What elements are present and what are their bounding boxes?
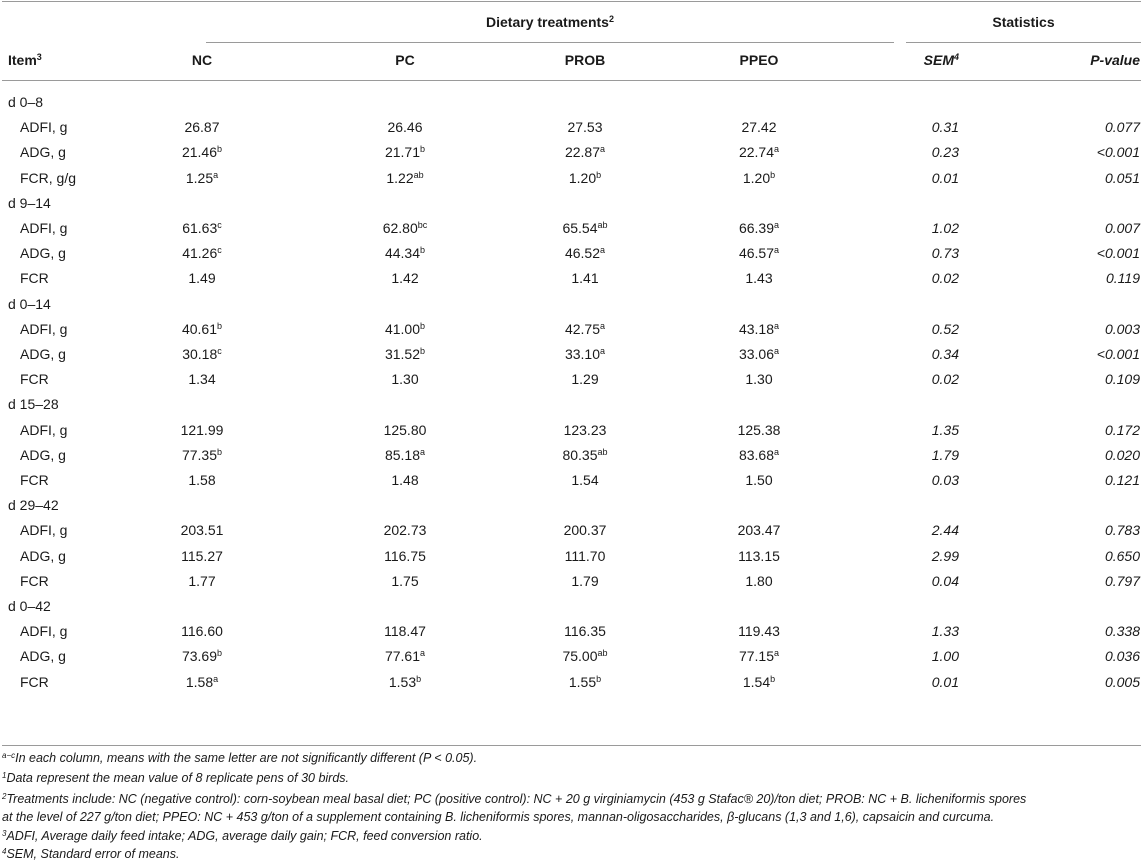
sem-value: 0.03: [931, 472, 959, 488]
cell-value: 83.68: [738, 446, 775, 463]
cell-value: 22.87: [564, 144, 601, 161]
cell-value: 1.25: [185, 169, 214, 186]
cell-value: 22.74: [738, 144, 775, 161]
significance-letter: a: [420, 446, 426, 457]
table-cell: [360, 422, 450, 438]
cell-value: 125.38: [737, 421, 781, 438]
table-cell: [360, 144, 450, 160]
table-cell: [714, 371, 804, 387]
significance-letter: b: [217, 320, 223, 331]
row-label: ADFI, g: [20, 320, 68, 337]
cell-value: 1.41: [571, 270, 599, 287]
cell-value: 1.55: [568, 673, 597, 690]
table-cell: [540, 422, 630, 438]
p-value: 0.121: [1104, 472, 1140, 488]
sem-value: 1.00: [931, 648, 959, 665]
table-cell: [714, 648, 804, 664]
row-label: ADG, g: [20, 446, 66, 463]
table-cell: [360, 472, 450, 488]
table-cell: [540, 648, 630, 664]
table-cell: [157, 245, 247, 261]
table-cell: [157, 170, 247, 186]
row-label: ADFI, g: [20, 119, 68, 136]
cell-value: 30.18: [182, 346, 218, 362]
cell-value: 1.54: [571, 472, 599, 488]
significance-letter: b: [420, 144, 426, 155]
treatments-group-rule: [206, 42, 894, 43]
cell-value: 119.43: [738, 623, 780, 640]
significance-letter: a: [420, 648, 426, 659]
significance-letter: b: [770, 169, 776, 180]
cell-value: 1.30: [391, 371, 419, 388]
cell-value: 80.35: [562, 446, 598, 463]
p-value: 0.783: [1104, 522, 1140, 539]
section-title: d 15–28: [8, 396, 59, 413]
cell-value: 43.18: [738, 320, 775, 337]
significance-letter: b: [420, 320, 426, 331]
cell-value: 111.70: [564, 547, 606, 564]
table-cell: [157, 422, 247, 438]
footnote: [2, 750, 477, 766]
table-cell: [360, 321, 450, 337]
header-bottom-rule: [2, 80, 1141, 81]
table-cell: [540, 321, 630, 337]
sem-value: 0.23: [931, 144, 959, 161]
table-cell: [360, 522, 450, 538]
table-cell: [157, 573, 247, 589]
row-label: ADFI, g: [20, 220, 68, 236]
table-cell: [714, 321, 804, 337]
table-cell: [714, 245, 804, 261]
table-cell: [540, 522, 630, 538]
table-cell: [157, 321, 247, 337]
cell-value: 1.20: [568, 169, 597, 186]
table-cell: [714, 522, 804, 538]
table-cell: [360, 220, 450, 236]
table-cell: [714, 472, 804, 488]
cell-value: 1.49: [188, 270, 216, 287]
cell-value: 27.42: [741, 119, 777, 136]
cell-value: 115.27: [181, 547, 223, 564]
footnote: [2, 809, 994, 825]
table-cell: [157, 623, 247, 639]
significance-letter: a: [774, 144, 780, 155]
row-label: ADG, g: [20, 648, 66, 665]
column-header-sem: SEM$^4$: [923, 52, 959, 68]
item-column-header: Item$^3$: [8, 52, 42, 68]
cell-value: 31.52: [384, 346, 421, 362]
footnote: [2, 846, 179, 862]
significance-letter: a: [213, 169, 219, 180]
table-cell: [157, 144, 247, 160]
cell-value: 125.80: [383, 421, 427, 438]
table-cell: [157, 548, 247, 564]
significance-letter: b: [416, 673, 422, 684]
cell-value: 1.58: [185, 673, 214, 690]
significance-letter: ab: [597, 446, 608, 457]
cell-value: 77.35: [181, 446, 218, 463]
section-title: d 0–8: [8, 94, 44, 110]
table-cell: [540, 573, 630, 589]
row-label: ADG, g: [20, 144, 66, 161]
cell-value: 77.61: [384, 648, 421, 665]
table-cell: [540, 346, 630, 362]
column-header-ppeo: PPEO: [739, 52, 779, 68]
sem-value: 1.79: [931, 446, 959, 463]
sem-value: 0.52: [931, 320, 959, 337]
cell-value: 40.61: [181, 320, 218, 337]
p-value: 0.020: [1104, 446, 1140, 463]
table-cell: [157, 447, 247, 463]
cell-value: 75.00: [562, 648, 598, 665]
significance-letter: a: [600, 346, 606, 356]
cell-value: 41.26: [182, 245, 218, 262]
table-cell: [714, 422, 804, 438]
row-label: ADG, g: [20, 245, 66, 262]
p-value: 0.172: [1104, 421, 1140, 438]
table-cell: [157, 119, 247, 135]
footnote-marker: 2: [2, 792, 7, 801]
table-cell: [360, 270, 450, 286]
cell-value: 116.60: [181, 623, 223, 640]
cell-value: 1.50: [745, 472, 773, 488]
table-cell: [714, 447, 804, 463]
cell-value: 1.22: [386, 169, 414, 186]
p-value: <0.001: [1096, 245, 1140, 262]
table-cell: [360, 447, 450, 463]
row-label: FCR: [20, 472, 49, 488]
significance-letter: b: [217, 446, 223, 457]
cell-value: 116.75: [384, 547, 426, 564]
cell-value: 116.35: [564, 623, 606, 640]
cell-value: 33.06: [738, 346, 775, 362]
table-cell: [157, 648, 247, 664]
table-cell: [360, 170, 450, 186]
significance-letter: b: [420, 346, 426, 356]
cell-value: 1.20: [742, 169, 771, 186]
cell-value: 121.99: [180, 421, 224, 438]
row-label: ADFI, g: [20, 421, 68, 438]
significance-letter: ab: [413, 169, 424, 180]
row-label: ADG, g: [20, 346, 66, 362]
table-cell: [540, 220, 630, 236]
section-title: d 9–14: [8, 194, 51, 211]
significance-letter: b: [770, 673, 776, 684]
table-cell: [360, 245, 450, 261]
significance-letter: ab: [597, 220, 608, 230]
cell-value: 27.53: [567, 119, 603, 136]
p-value: 0.077: [1104, 119, 1140, 136]
column-header-pvalue: P-value: [1090, 52, 1140, 68]
cell-value: 203.51: [180, 522, 224, 539]
footnote-text: at the level of 227 g/ton diet; PPEO: NC + 453 g/ton of a supplement containing B. licheniformis spores, mannan-oligosaccharides, β-glucans (1,3 and 1,6), capsaicin and curcuma.: [2, 810, 995, 824]
significance-letter: c: [217, 245, 222, 256]
significance-letter: b: [217, 144, 223, 155]
cell-value: 123.23: [563, 421, 607, 438]
column-header-prob: PROB: [564, 52, 606, 68]
significance-letter: b: [596, 673, 602, 684]
row-label: FCR: [20, 673, 49, 690]
table-top-rule: [2, 1, 1141, 2]
cell-value: 65.54: [562, 220, 598, 236]
cell-value: 26.46: [387, 119, 423, 136]
table-cell: [360, 548, 450, 564]
significance-letter: b: [217, 648, 223, 659]
table-bottom-rule: [2, 745, 1141, 746]
table-cell: [360, 371, 450, 387]
significance-letter: c: [217, 220, 222, 230]
column-header-pc: PC: [395, 52, 415, 68]
p-value: <0.001: [1096, 346, 1140, 362]
significance-letter: a: [774, 648, 780, 659]
row-label: FCR: [20, 572, 49, 589]
table-cell: [157, 674, 247, 690]
sem-value: 0.02: [931, 371, 959, 388]
sem-value: 0.04: [931, 572, 959, 589]
table-cell: [714, 548, 804, 564]
table-cell: [360, 648, 450, 664]
table-cell: [714, 144, 804, 160]
cell-value: 77.15: [738, 648, 775, 665]
sem-value: 0.73: [931, 245, 959, 262]
significance-letter: a: [774, 320, 780, 331]
footnote-marker: 4: [2, 847, 7, 856]
p-value: 0.007: [1104, 220, 1140, 236]
p-value: 0.119: [1106, 270, 1140, 287]
table-cell: [540, 371, 630, 387]
cell-value: 200.37: [563, 522, 607, 539]
footnote-text: In each column, means with the same letter are not significantly different (P < 0.05).: [15, 751, 478, 765]
table-cell: [714, 220, 804, 236]
table-cell: [157, 220, 247, 236]
significance-letter: c: [217, 346, 222, 356]
cell-value: 21.71: [384, 144, 421, 161]
table-cell: [540, 270, 630, 286]
table-cell: [360, 573, 450, 589]
row-label: ADFI, g: [20, 522, 68, 539]
p-value: 0.650: [1104, 547, 1140, 564]
table-cell: [714, 623, 804, 639]
p-value: 0.109: [1104, 371, 1140, 388]
sem-value: 2.99: [931, 547, 959, 564]
p-value: <0.001: [1096, 144, 1140, 161]
sem-value: 0.34: [931, 346, 959, 362]
cell-value: 44.34: [384, 245, 421, 262]
footnote-text: SEM, Standard error of means.: [6, 847, 180, 861]
table-cell: [714, 346, 804, 362]
p-value: 0.338: [1104, 623, 1140, 640]
cell-value: 26.87: [184, 119, 220, 136]
cell-value: 1.43: [745, 270, 773, 287]
sem-value: 0.02: [931, 270, 959, 287]
cell-value: 202.73: [383, 522, 427, 539]
table-cell: [360, 674, 450, 690]
table-cell: [540, 623, 630, 639]
cell-value: 73.69: [181, 648, 218, 665]
table-cell: [540, 447, 630, 463]
sem-value: 1.35: [931, 421, 959, 438]
table-cell: [540, 472, 630, 488]
table-cell: [540, 119, 630, 135]
row-label: FCR, g/g: [20, 169, 77, 186]
cell-value: 46.52: [564, 245, 601, 262]
cell-value: 41.00: [384, 320, 421, 337]
footnote-marker: a−c: [2, 751, 16, 760]
table-cell: [540, 170, 630, 186]
cell-value: 33.10: [564, 346, 601, 362]
cell-value: 66.39: [738, 220, 775, 236]
sem-value: 1.33: [931, 623, 959, 640]
section-title: d 29–42: [8, 497, 59, 514]
statistics-header: Statistics: [992, 14, 1055, 30]
cell-value: 113.15: [738, 547, 780, 564]
significance-letter: b: [596, 169, 602, 180]
footnote-text: Data represent the mean value of 8 replicate pens of 30 birds.: [6, 771, 350, 785]
cell-value: 1.54: [742, 673, 771, 690]
table-cell: [157, 522, 247, 538]
table-cell: [360, 623, 450, 639]
significance-letter: ab: [597, 648, 608, 659]
table-cell: [714, 674, 804, 690]
cell-value: 118.47: [384, 623, 426, 640]
table-cell: [157, 346, 247, 362]
table-cell: [360, 119, 450, 135]
row-label: FCR: [20, 371, 49, 388]
cell-value: 21.46: [181, 144, 218, 161]
table-cell: [540, 144, 630, 160]
cell-value: 1.58: [188, 472, 216, 488]
cell-value: 203.47: [737, 522, 781, 539]
cell-value: 1.42: [391, 270, 419, 287]
significance-letter: a: [600, 320, 606, 331]
cell-value: 1.53: [388, 673, 417, 690]
cell-value: 1.80: [745, 572, 773, 589]
footnote-marker: 1: [2, 771, 7, 780]
p-value: 0.005: [1104, 673, 1140, 690]
cell-value: 1.77: [188, 572, 216, 589]
cell-value: 62.80: [382, 220, 418, 236]
significance-letter: a: [774, 446, 780, 457]
table-cell: [714, 573, 804, 589]
column-header-nc: NC: [191, 52, 213, 68]
section-title: d 0–14: [8, 295, 51, 312]
row-label: ADG, g: [20, 547, 66, 564]
significance-letter: a: [600, 245, 606, 256]
cell-value: 1.48: [391, 472, 419, 488]
footnote: [2, 791, 1026, 807]
table-cell: [157, 371, 247, 387]
sem-value: 0.31: [931, 119, 959, 136]
cell-value: 85.18: [384, 446, 421, 463]
sem-value: 0.01: [931, 673, 959, 690]
cell-value: 1.34: [188, 371, 216, 388]
significance-letter: a: [774, 346, 780, 356]
significance-letter: a: [213, 673, 219, 684]
table-cell: [157, 270, 247, 286]
sem-value: 2.44: [931, 522, 959, 539]
table-cell: [157, 472, 247, 488]
footnote-text: Treatments include: NC (negative control): corn-soybean meal basal diet; PC (positive control): NC + 20 g virginiamycin (453 g Stafac® 20)/ton diet; PROB: NC + B. licheniformis spores: [6, 792, 1027, 806]
table-cell: [540, 245, 630, 261]
row-label: FCR: [20, 270, 49, 287]
statistics-group-rule: [906, 42, 1141, 43]
p-value: 0.036: [1104, 648, 1140, 665]
table-cell: [540, 548, 630, 564]
significance-letter: b: [420, 245, 426, 256]
significance-letter: bc: [417, 220, 428, 230]
cell-value: 42.75: [564, 320, 601, 337]
section-title: d 0–42: [8, 598, 51, 614]
cell-value: 1.79: [571, 572, 599, 589]
dietary-treatments-header: Dietary treatments$^2$: [486, 14, 614, 30]
cell-value: 1.29: [571, 371, 599, 388]
sem-value: 1.02: [931, 220, 959, 236]
table-cell: [714, 170, 804, 186]
table-cell: [540, 674, 630, 690]
row-label: ADFI, g: [20, 623, 68, 640]
cell-value: 1.30: [745, 371, 773, 388]
footnote: [2, 828, 483, 844]
footnote-marker: 3: [2, 829, 7, 838]
sem-value: 0.01: [931, 169, 959, 186]
cell-value: 1.75: [391, 572, 419, 589]
table-cell: [714, 119, 804, 135]
cell-value: 46.57: [738, 245, 775, 262]
p-value: 0.003: [1104, 320, 1140, 337]
significance-letter: a: [600, 144, 606, 155]
table-cell: [360, 346, 450, 362]
p-value: 0.797: [1104, 572, 1140, 589]
cell-value: 61.63: [182, 220, 218, 236]
significance-letter: a: [774, 220, 780, 230]
significance-letter: a: [774, 245, 780, 256]
table-cell: [714, 270, 804, 286]
footnote-text: ADFI, Average daily feed intake; ADG, average daily gain; FCR, feed conversion ratio.: [6, 829, 483, 843]
footnote: [2, 770, 349, 786]
p-value: 0.051: [1104, 169, 1140, 186]
